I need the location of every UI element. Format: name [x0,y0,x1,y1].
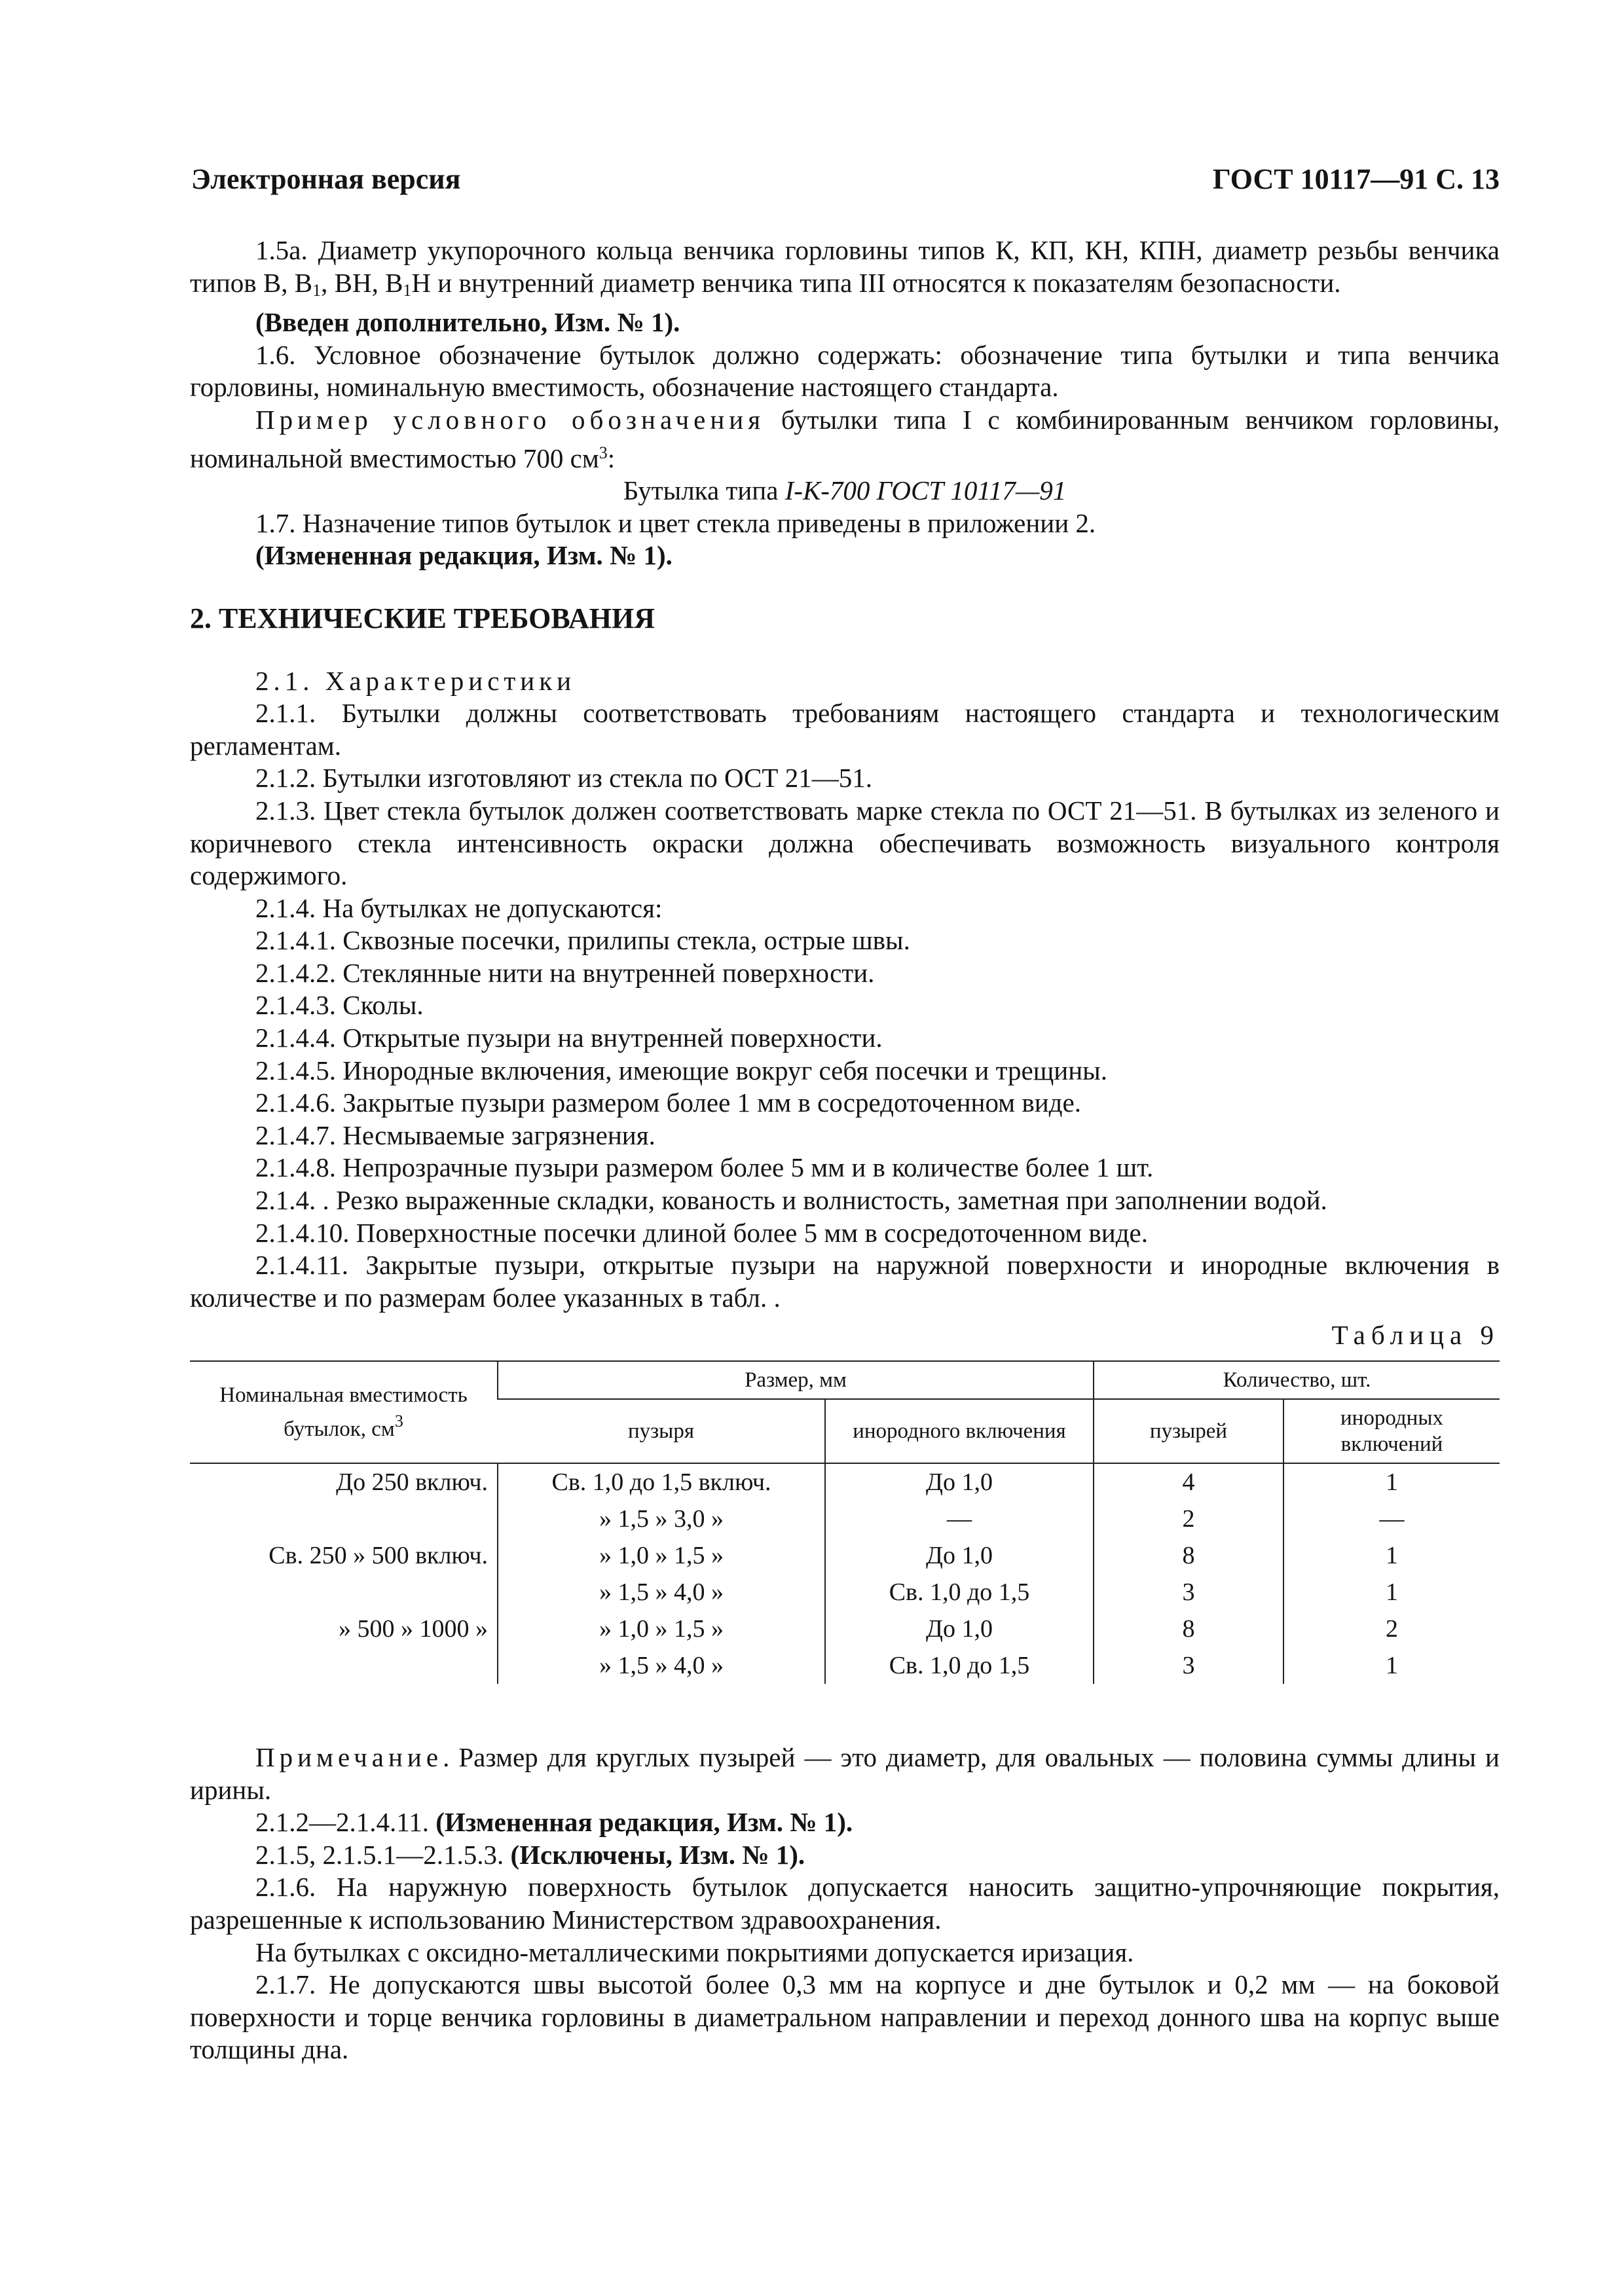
table-cell: До 1,0 [825,1463,1094,1501]
table-cell [190,1501,498,1537]
header-inclusion: инородного включения [825,1399,1094,1463]
table-cell: 4 [1094,1463,1283,1501]
paragraph-2-1-4-11: 2.1.4.11. Закрытые пузыри, открытые пузыри на наружной поверхности и инородные включения в количестве и по размерам более указанных в табл. . [190,1250,1500,1313]
table-cell [190,1574,498,1611]
amendment-note: (Введен дополнительно, Изм. № 1). [255,307,680,338]
header-count: Количество, шт. [1094,1361,1500,1399]
table-cell: » 1,5 » 4,0 » [498,1574,825,1611]
table-row [190,1537,1500,1574]
table-cell: 1 [1283,1647,1500,1684]
table-cell: » 1,5 » 4,0 » [498,1647,825,1684]
paragraph-2-1-6-b: На бутылках с оксидно-металлическими покрытиями допускается иризация. [255,1937,1134,1967]
table-row [190,1463,1500,1501]
header-inclusions: инородных включений [1283,1399,1500,1463]
paragraph-1-5a: 1.5а. Диаметр укупорочного кольца венчика горловины типов К, КП, КН, КПН, диаметр резьбы венчика типов В, $В_1$, ВН, $В_1Н$ и внутренний диаметр венчика типа III относятся к показателям безопасности. [190,235,1500,300]
table-cell: 1 [1283,1574,1500,1611]
table-cell: До 1,0 [825,1611,1094,1647]
paragraph-2-1: 2.1. Характеристики [255,665,576,696]
paragraph-2-1-6: 2.1.6. На наружную поверхность бутылок допускается наносить защитно-упрочняющие покрытия, разрешенные к использованию Министерством здравоохранения. [190,1872,1500,1935]
table-row [190,1501,1500,1537]
table-cell: До 250 включ. [336,1468,488,1496]
section-title: 2. ТЕХНИЧЕСКИЕ ТРЕБОВАНИЯ [190,602,655,634]
paragraph-2-1-4-2: 2.1.4.2. Стеклянные нити на внутренней поверхности. [255,957,875,988]
paragraph-2-1-4-4: 2.1.4.4. Открытые пузыри на внутренней поверхности. [255,1023,883,1053]
table-cell: 3 [1094,1574,1283,1611]
table-cell [190,1647,498,1684]
paragraph-2-1-4-6: 2.1.4.6. Закрытые пузыри размером более 1 мм в сосредоточенном виде. [255,1087,1081,1118]
table-cell: 1 [1283,1463,1500,1501]
example-paragraph: Пример условного обозначения бутылки типа I с комбинированным венчиком горловины, номинальной вместимостью 700 $см^3$: [190,404,1500,473]
header-capacity: Номинальная вместимость бутылок, $см^3$ [190,1361,498,1463]
table-cell: До 1,0 [825,1537,1094,1574]
table-cell: Св. 1,0 до 1,5 [825,1574,1094,1611]
table-cell: » 1,0 » 1,5 » [498,1537,825,1574]
table-cell: Св. 250 » 500 включ. [268,1542,488,1569]
table-cell: 2 [1283,1611,1500,1647]
paragraph-2-1-4-5: 2.1.4.5. Инородные включения, имеющие вокруг себя посечки и трещины. [255,1055,1107,1085]
defects-table [190,1360,1500,1684]
table-cell: — [825,1501,1094,1537]
paragraph-1-6: 1.6. Условное обозначение бутылок должно содержать: обозначение типа бутылки и типа венчика горловины, номинальную вместимость, обозначение настоящего стандарта. [190,339,1500,403]
table-note: Примечание. Размер для круглых пузырей — это диаметр, для овальных — половина суммы длины и ирины. [190,1742,1500,1805]
header-left: Электронная версия [191,163,461,195]
notes-block [190,1741,1500,2066]
paragraph-2-1-4-9: 2.1.4. . Резко выраженные складки, кованость и волнистость, заметная при заполнении водой. [255,1185,1327,1216]
table-cell: Св. 1,0 до 1,5 [825,1647,1094,1684]
paragraph-2-1-2: 2.1.2. Бутылки изготовляют из стекла по ОСТ 21—51. [255,763,872,793]
example-designation: Бутылка типа I-К-700 ГОСТ 10117—91 [623,475,1067,506]
paragraph-2-1-1: 2.1.1. Бутылки должны соответствовать требованиям настоящего стандарта и технологическим регламентам. [190,698,1500,761]
table-row [190,1611,1500,1647]
paragraph-2-1-4-3: 2.1.4.3. Сколы. [255,990,424,1021]
table-cell: — [1283,1501,1500,1537]
table-label: Таблица 9 [1331,1320,1500,1350]
paragraph-2-1-3: 2.1.3. Цвет стекла бутылок должен соответствовать марке стекла по ОСТ 21—51. В бутылках из зеленого и коричневого стекла интенсивность окраски должна обеспечивать возможность визуального контроля содержимого. [190,795,1500,891]
header-bubbles: пузырей [1094,1399,1283,1463]
table-cell: 1 [1283,1537,1500,1574]
header-right: ГОСТ 10117—91 С. 13 [1212,163,1500,195]
amendment-note: (Измененная редакция, Изм. № 1). [255,540,673,571]
table-cell: » 1,0 » 1,5 » [498,1611,825,1647]
amendment-2-1-2: 2.1.2—2.1.4.11. (Измененная редакция, Изм. № 1). [255,1807,853,1838]
table-row [190,1647,1500,1684]
table-cell: 8 [1094,1537,1283,1574]
paragraph-1-7: 1.7. Назначение типов бутылок и цвет стекла приведены в приложении 2. [255,507,1096,538]
paragraph-2-1-4-1: 2.1.4.1. Сквозные посечки, прилипы стекла, острые швы. [255,925,910,956]
paragraph-2-1-4-8: 2.1.4.8. Непрозрачные пузыри размером более 5 мм и в количестве более 1 шт. [255,1152,1154,1183]
paragraph-2-1-4-10: 2.1.4.10. Поверхностные посечки длиной более 5 мм в сосредоточенном виде. [255,1217,1149,1248]
header-bubble: пузыря [498,1399,825,1463]
document-body [190,234,1500,1314]
table-cell: » 500 » 1000 » [339,1615,488,1643]
excluded-2-1-5: 2.1.5, 2.1.5.1—2.1.5.3. (Исключены, Изм. № 1). [255,1839,805,1870]
table-cell: 2 [1094,1501,1283,1537]
table-cell: Св. 1,0 до 1,5 включ. [498,1463,825,1501]
table-row [190,1574,1500,1611]
paragraph-2-1-7: 2.1.7. Не допускаются швы высотой более 0,3 мм на корпусе и дне бутылок и 0,2 мм — на боковой поверхности и торце венчика горловины в диаметральном направлении и переход донного шва на корпус выше толщины дна. [190,1969,1500,2065]
table-cell: 3 [1094,1647,1283,1684]
paragraph-2-1-4-7: 2.1.4.7. Несмываемые загрязнения. [255,1120,655,1150]
table-cell: 8 [1094,1611,1283,1647]
header-size: Размер, мм [498,1361,1094,1399]
paragraph-2-1-4: 2.1.4. На бутылках не допускаются: [255,892,663,923]
table-cell: » 1,5 » 3,0 » [498,1501,825,1537]
